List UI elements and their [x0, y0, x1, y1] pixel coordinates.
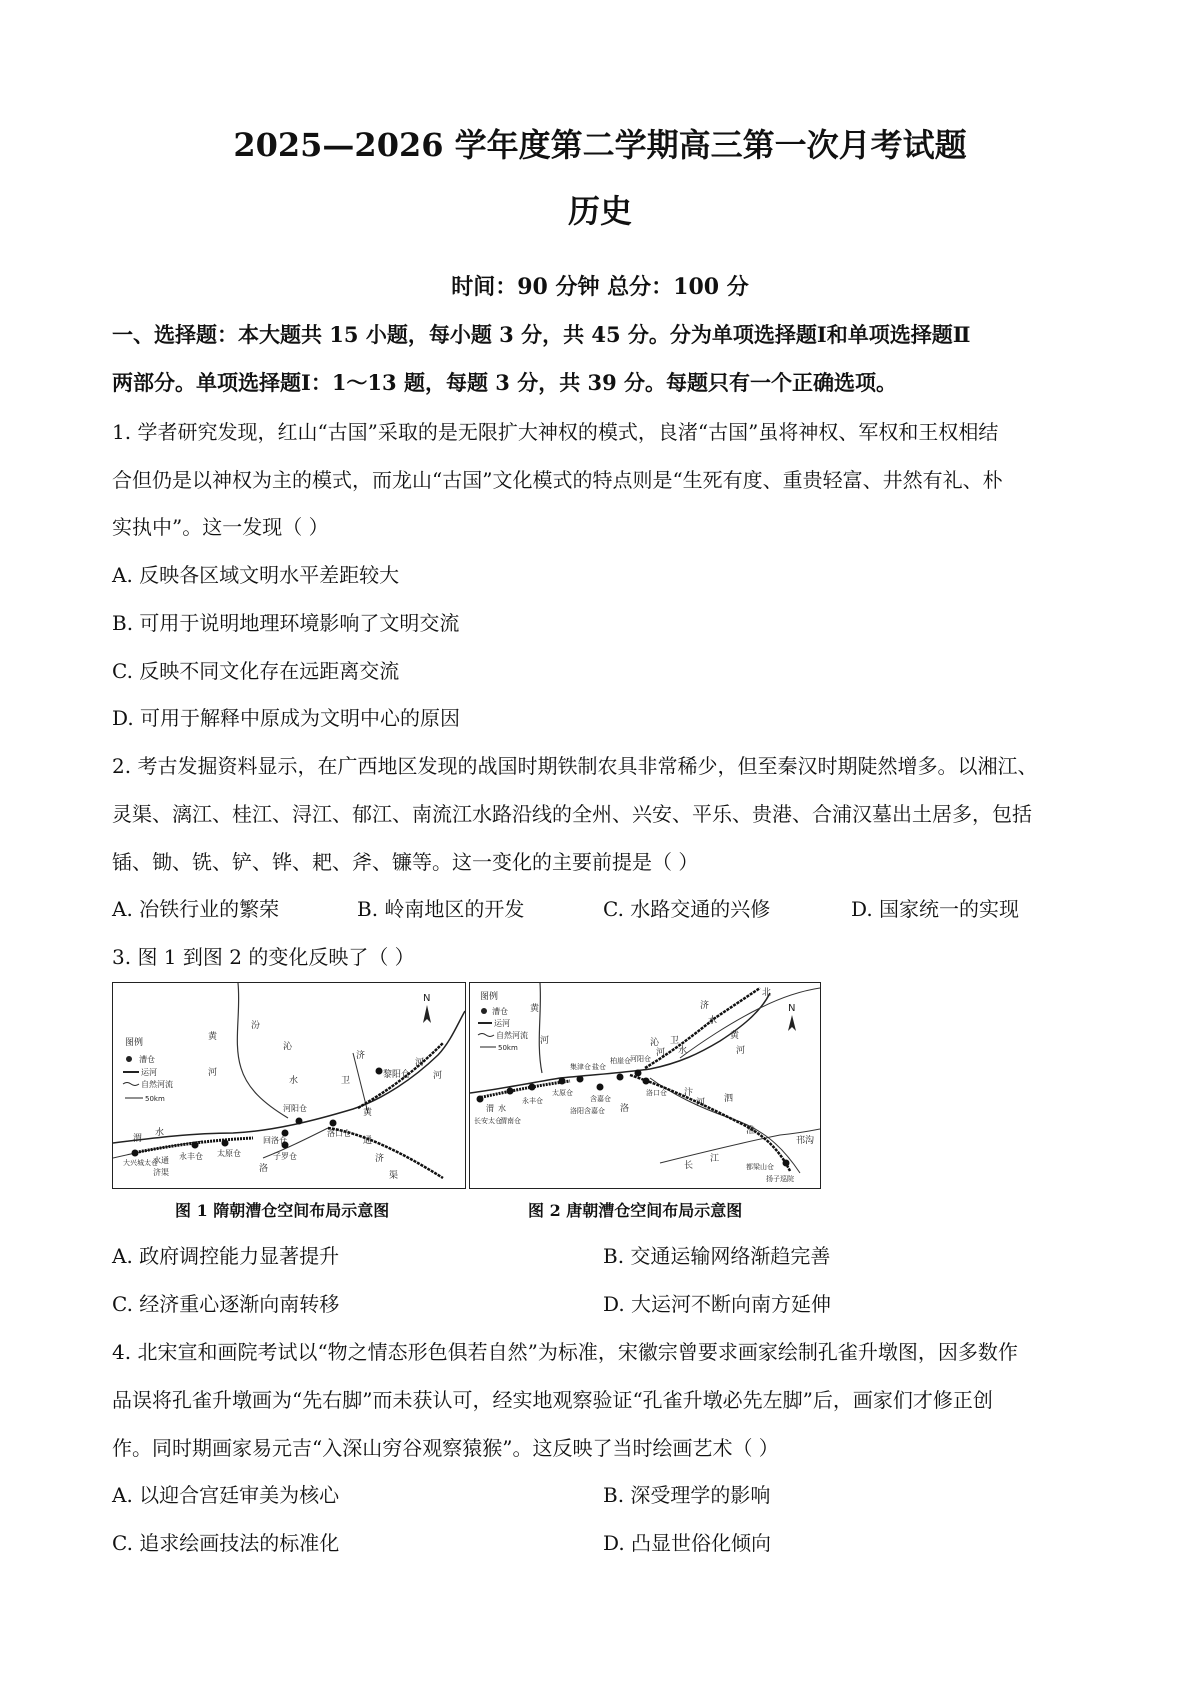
map2-label-13: 洛阳含嘉仓: [570, 1107, 605, 1115]
map2-label-6: 集津仓: [570, 1063, 591, 1071]
map1-legend-title: 图例: [125, 1038, 144, 1048]
map1-label-10: 水: [155, 1128, 165, 1138]
tang-granary-map: [469, 982, 821, 1189]
sui-map-graphic: [113, 983, 465, 1188]
map1-legend-granary: 漕仓: [139, 1055, 155, 1064]
map2-label-18: 黄: [730, 1031, 740, 1041]
q1-option-a[interactable]: A. 反映各区域文明水平差距较大: [112, 563, 400, 587]
map2-label-2: 渭: [486, 1104, 494, 1113]
map1-granary-taiyuan: [222, 1140, 229, 1147]
map2-label-9: 河阳仓: [630, 1055, 651, 1063]
map2-label-14: 汴: [684, 1088, 694, 1098]
map2-granary-hanjia: [597, 1084, 604, 1091]
map2-river-wei-north: [680, 988, 820, 1058]
map2-granary-yongfeng: [529, 1084, 536, 1091]
q2-option-a[interactable]: A. 冶铁行业的繁荣: [112, 897, 280, 921]
map1-label-1: 河: [208, 1068, 218, 1078]
map2-legend-river-symbol: [478, 1034, 494, 1037]
map1-label-14: 河阳仓: [283, 1104, 307, 1113]
map2-river-changjiang: [660, 1129, 820, 1163]
map2-label-33: 江: [710, 1154, 720, 1164]
map1-granary-yongfeng: [192, 1142, 199, 1149]
map2-label-4: 永丰仓: [522, 1097, 543, 1105]
map1-label-19: 渠: [389, 1171, 399, 1181]
map1-label-13: 回洛仓: [263, 1136, 287, 1145]
map2-label-31: 河: [656, 1048, 666, 1058]
q1-option-d[interactable]: D. 可用于解释中原成为文明中心的原因: [112, 706, 461, 730]
map2-label-0: 黄: [530, 1004, 540, 1014]
q4-stem-line3: 作。同时期画家易元吉“入深山穷谷观察猿猴”。这反映了当时绘画艺术（ ）: [112, 1436, 779, 1460]
map1-label-3: 沁: [283, 1042, 293, 1052]
q4-stem-line2: 品误将孔雀升墩画为“先右脚”而未获认可，经实地观察验证“孔雀升墩必先左脚”后，画家们才修正创: [112, 1388, 993, 1412]
q4-option-b[interactable]: B. 深受理学的影响: [603, 1483, 771, 1507]
map2-river-fen: [539, 983, 542, 1073]
map1-label-9: 渭: [133, 1134, 143, 1144]
map1-legend-canal: 运河: [141, 1068, 157, 1077]
map1-granary-liyang: [376, 1068, 383, 1075]
map1-label-18: 济: [375, 1154, 385, 1164]
map2-label-16: 济: [700, 1001, 710, 1011]
map1-label-15: 洛口仓: [327, 1129, 351, 1138]
map2-label-26: 卫: [670, 1036, 680, 1046]
figure2-caption: 图 2 唐朝漕仓空间布局示意图: [528, 1201, 743, 1220]
map1-granary-heyang: [296, 1118, 303, 1125]
map1-label-7: 河: [415, 1058, 425, 1068]
map2-label-8: 柏崖仓: [610, 1057, 631, 1065]
tang-map-graphic: [470, 983, 820, 1188]
map1-label-2: 汾: [251, 1021, 261, 1031]
map1-label-24: 黄: [363, 1108, 373, 1118]
sui-granary-map: [112, 982, 466, 1189]
subject-title: 历史: [567, 192, 632, 230]
map1-label-4: 水: [289, 1076, 299, 1086]
map2-north-label: N: [788, 1003, 796, 1014]
map1-label-21: 大兴城太仓: [123, 1159, 158, 1167]
map2-north-arrow-icon: [788, 1015, 796, 1031]
map2-label-24: 扬子巡院: [766, 1175, 794, 1183]
map1-label-23: 济渠: [153, 1168, 169, 1177]
map1-label-22: 水通: [153, 1156, 169, 1165]
q1-stem-line1: 1. 学者研究发现，红山“古国”采取的是无限扩大神权的模式，良渚“古国”虽将神权、军权和王权相结: [112, 420, 999, 444]
map2-legend-title: 图例: [480, 992, 499, 1002]
q1-stem-line2: 合但仍是以神权为主的模式，而龙山“古国”文化模式的特点则是“生死有度、重贵轻富、井然有礼、朴: [112, 468, 1003, 492]
q1-option-b[interactable]: B. 可用于说明地理环境影响了文明交流: [112, 611, 460, 635]
map2-label-23: 邗沟: [796, 1136, 815, 1146]
q4-option-c[interactable]: C. 追求绘画技法的标准化: [112, 1531, 340, 1555]
q4-option-d[interactable]: D. 凸显世俗化倾向: [603, 1531, 772, 1555]
map1-legend-river-symbol: [123, 1083, 139, 1086]
map2-scale: 50km: [498, 1044, 518, 1052]
q3-option-a[interactable]: A. 政府调控能力显著提升: [112, 1244, 340, 1268]
map2-label-11: 含嘉仓: [590, 1095, 611, 1103]
q2-option-c[interactable]: C. 水路交通的兴修: [603, 897, 771, 921]
map1-river-fen: [237, 983, 288, 1118]
map1-label-6: 卫: [341, 1076, 351, 1086]
map2-label-20: 淮: [746, 1126, 756, 1136]
map2-granary-jijin: [577, 1076, 584, 1083]
q2-stem-line3: 锸、锄、铣、铲、铧、耙、斧、镰等。这一变化的主要前提是（ ）: [112, 850, 699, 874]
map2-label-17: 水: [708, 1016, 718, 1026]
map1-label-12: 太原仓: [217, 1149, 241, 1158]
map2-granary-weinan: [507, 1088, 514, 1095]
q3-option-c[interactable]: C. 经济重心逐渐向南转移: [112, 1292, 340, 1316]
q4-option-a[interactable]: A. 以迎合宫廷审美为核心: [112, 1483, 340, 1507]
q2-option-b[interactable]: B. 岭南地区的开发: [357, 897, 525, 921]
q1-option-c[interactable]: C. 反映不同文化存在远距离交流: [112, 659, 400, 683]
map1-scale: 50km: [145, 1095, 165, 1103]
q2-stem-line1: 2. 考古发掘资料显示，在广西地区发现的战国时期铁制农具非常稀少，但至秦汉时期陡然增多。以湘江、: [112, 754, 1038, 778]
q3-stem: 3. 图 1 到图 2 的变化反映了（ ）: [112, 945, 415, 969]
figure1-caption: 图 1 隋朝漕仓空间布局示意图: [175, 1201, 390, 1220]
map1-label-5: 济: [356, 1051, 366, 1061]
q3-option-d[interactable]: D. 大运河不断向南方延伸: [603, 1292, 832, 1316]
map1-label-8: 黎阳仓: [383, 1070, 411, 1080]
map2-legend-granary-symbol: [481, 1008, 487, 1014]
map2-label-22: 洛: [620, 1104, 630, 1114]
map2-legend-granary: 漕仓: [492, 1007, 508, 1016]
map2-label-1: 河: [540, 1036, 550, 1046]
map2-label-5: 太原仓: [552, 1089, 573, 1097]
map1-label-11: 永丰仓: [179, 1152, 203, 1161]
map2-label-21: 泗: [724, 1094, 734, 1104]
map1-label-0: 黄: [208, 1032, 218, 1042]
map2-granary-baiya: [617, 1074, 624, 1081]
map2-label-7: 盐仓: [592, 1063, 606, 1071]
map1-label-17: 通: [363, 1136, 373, 1146]
q2-option-d[interactable]: D. 国家统一的实现: [851, 897, 1020, 921]
map2-label-27: 水: [678, 1046, 688, 1056]
map2-label-19: 河: [736, 1046, 746, 1056]
q1-stem-line3: 实执中”。这一发现（ ）: [112, 515, 329, 539]
map2-granary-luokou: [643, 1078, 650, 1085]
map2-label-29: 北: [762, 988, 772, 998]
map2-label-30: 沁: [650, 1038, 660, 1048]
map1-granary-luokou: [330, 1120, 337, 1127]
q3-figures: [112, 982, 820, 1187]
map2-label-3: 水: [498, 1104, 506, 1113]
map2-granary-taiyuan: [559, 1078, 566, 1085]
map1-legend-granary-symbol: [126, 1056, 132, 1062]
exam-title: 2025—2026 学年度第二学期高三第一次月考试题: [233, 126, 967, 164]
map2-label-32: 长: [684, 1161, 694, 1171]
map1-north-label: N: [423, 993, 431, 1004]
map1-granary-daxing: [132, 1150, 139, 1157]
map2-label-10: 洛口仓: [646, 1089, 667, 1097]
map1-north-arrow-icon: [423, 1005, 431, 1023]
map2-label-25: 都梁山仓: [746, 1163, 774, 1171]
map1-label-16: 子罗仓: [273, 1152, 297, 1161]
q2-stem-line2: 灵渠、漓江、桂江、浔江、郁江、南流江水路沿线的全州、兴安、平乐、贵港、合浦汉墓出土居多，包括: [112, 802, 1032, 826]
section-heading-line2: 两部分。单项选择题Ⅰ：1～13 题，每题 3 分，共 39 分。每题只有一个正确选项。: [112, 370, 898, 395]
map1-label-25: 河: [433, 1071, 443, 1081]
map2-label-12: 长安太仓: [474, 1117, 502, 1125]
map2-label-15: 河: [696, 1098, 706, 1108]
q3-option-b[interactable]: B. 交通运输网络渐趋完善: [603, 1244, 831, 1268]
map2-granary-changan: [477, 1096, 484, 1103]
map2-granary-yangzi: [783, 1160, 790, 1167]
q4-stem-line1: 4. 北宋宣和画院考试以“物之情态形色俱若自然”为标准，宋徽宗曾要求画家绘制孔雀升墩图，因多数作: [112, 1340, 1018, 1364]
section-heading-line1: 一、选择题：本大题共 15 小题，每小题 3 分，共 45 分。分为单项选择题Ⅰ和单项选择题Ⅱ: [112, 322, 971, 347]
map1-label-20: 洛: [259, 1164, 269, 1174]
map2-legend-river: 自然河流: [496, 1031, 528, 1040]
exam-meta: 时间：90 分钟 总分：100 分: [451, 274, 749, 300]
map2-label-28: 渭南仓: [500, 1117, 521, 1125]
map1-legend-river: 自然河流: [141, 1080, 173, 1089]
map2-legend-canal: 运河: [494, 1019, 510, 1028]
map2-granary-heyang: [635, 1070, 642, 1077]
